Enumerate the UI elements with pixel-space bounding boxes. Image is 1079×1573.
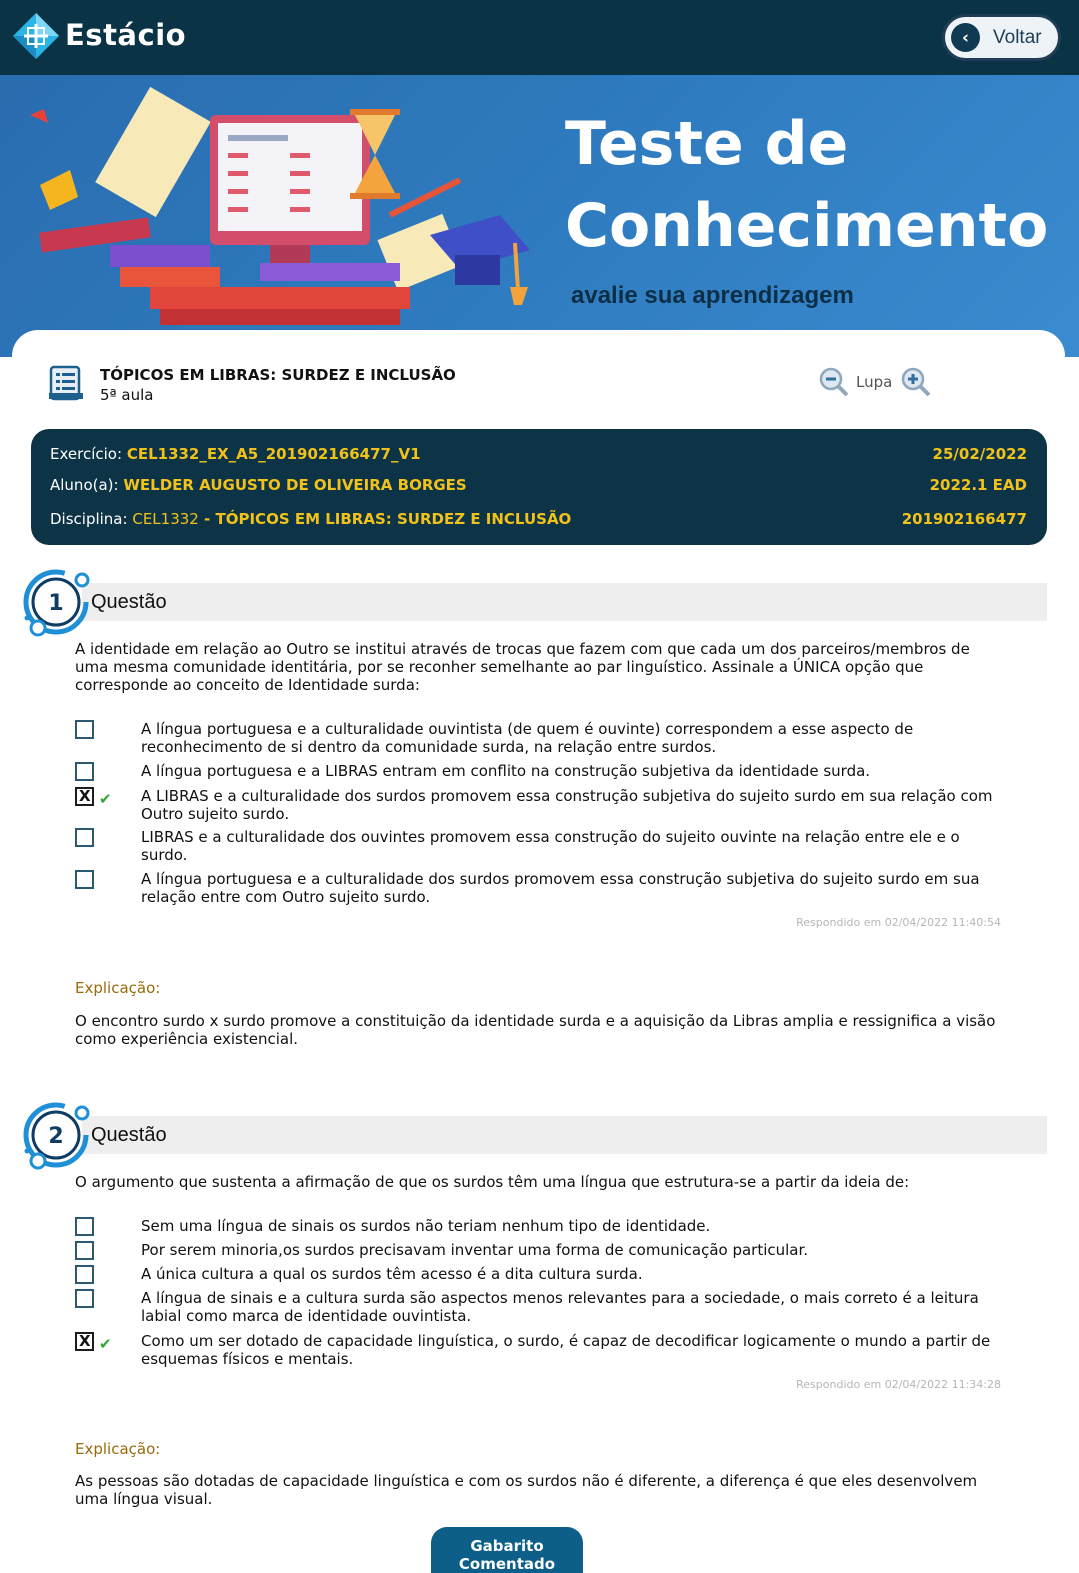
question-2-answered-time: Respondido em 02/04/2022 11:34:28 [796, 1378, 1001, 1391]
correct-check-icon: ✔ [99, 1335, 112, 1353]
student-label: Aluno(a): [50, 476, 119, 494]
zoom-in-icon[interactable] [900, 366, 932, 398]
question-1-answered-time: Respondido em 02/04/2022 11:40:54 [796, 916, 1001, 929]
question-1-explanation-label: Explicação: [75, 979, 161, 997]
checkbox-checked[interactable] [75, 1332, 94, 1351]
discipline-label: Disciplina: [50, 510, 128, 528]
estacio-logo-icon[interactable] [12, 12, 60, 60]
checkbox[interactable] [75, 762, 94, 781]
question-2-number: 2 [48, 1124, 64, 1149]
checkbox[interactable] [75, 828, 94, 847]
banner-subtitle: avalie sua aprendizagem [571, 282, 854, 309]
question-2-explanation-label: Explicação: [75, 1440, 161, 1458]
student-row [50, 476, 1027, 494]
top-bar [0, 0, 1079, 75]
banner-title-line1: Teste de [565, 109, 849, 179]
discipline-name: - TÓPICOS EM LIBRAS: SURDEZ E INCLUSÃO [198, 510, 572, 528]
back-button-label: Voltar [993, 26, 1042, 48]
checkbox[interactable] [75, 720, 94, 739]
exercise-info-panel [31, 429, 1047, 545]
exercise-date: 25/02/2022 [932, 445, 1027, 463]
academic-period: 2022.1 EAD [929, 476, 1027, 494]
course-class: 5ª aula [100, 386, 154, 404]
zoom-controls [818, 366, 932, 398]
question-2-header [82, 1116, 1047, 1154]
checkbox[interactable] [75, 870, 94, 889]
course-title: TÓPICOS EM LIBRAS: SURDEZ E INCLUSÃO [100, 366, 456, 384]
checkbox[interactable] [75, 1217, 94, 1236]
exercise-label: Exercício: [50, 445, 123, 463]
option-text: A língua portuguesa e a LIBRAS entram em conflito na construção subjetiva da identidade surda. [141, 762, 871, 780]
discipline-code: CEL1332 [132, 510, 199, 528]
question-1-text: A identidade em relação ao Outro se institui através de trocas que fazem com que cada um dos parceiros/membros de uma mesma comunidade identitária, por se reconher semelhante ao par linguístico. Assinale a ÚNICA opção que corresponde ao conceito de Identidade surda: [75, 640, 970, 694]
question-1-label: Questão [91, 591, 167, 613]
brand-name: Estácio [65, 18, 187, 52]
checkbox-checked[interactable] [75, 787, 94, 806]
question-2-label: Questão [91, 1124, 167, 1146]
option-text: Como um ser dotado de capacidade linguística, o surdo, é capaz de decodificar logicamente o mundo a partir de esquemas físicos e mentais. [141, 1332, 991, 1368]
chevron-left-icon: ‹ [951, 23, 980, 52]
checkbox[interactable] [75, 1265, 94, 1284]
banner-title-line2: Conhecimento [565, 191, 1049, 261]
question-2-text: O argumento que sustenta a afirmação de que os surdos têm uma língua que estrutura-se a partir da ideia de: [75, 1173, 910, 1191]
zoom-label: Lupa [856, 373, 893, 391]
option-text: A língua portuguesa e a culturalidade ouvintista (de quem é ouvinte) correspondem a esse aspecto de reconhecimento de si dentro da comunidade surda, na relação entre surdos. [141, 720, 914, 756]
option-text: A língua de sinais e a cultura surda são aspectos menos relevantes para a sociedade, o mais correto é a leitura labial como marca de identidade ouvintista. [141, 1289, 979, 1325]
option-text: A única cultura a qual os surdos têm acesso é a dita cultura surda. [141, 1265, 643, 1283]
student-name: WELDER AUGUSTO DE OLIVEIRA BORGES [123, 476, 467, 494]
quiz-illustration-icon [0, 75, 560, 357]
exercise-code: CEL1332_EX_A5_201902166477_V1 [126, 445, 421, 463]
option-text: LIBRAS e a culturalidade dos ouvintes promovem essa construção do sujeito ouvinte na relação entre ele e o surdo. [141, 828, 960, 864]
question-2-explanation: As pessoas são dotadas de capacidade linguística e com os surdos não é diferente, a diferença é que eles desenvolvem uma língua visual. [75, 1472, 978, 1508]
question-1-number: 1 [48, 591, 64, 616]
question-1-number-badge [20, 566, 92, 638]
checkbox[interactable] [75, 1241, 94, 1260]
banner-title [565, 103, 1048, 267]
exercise-row [50, 445, 1027, 463]
question-2-number-badge [20, 1099, 92, 1171]
back-button[interactable] [942, 14, 1061, 61]
answer-key-line2: Comentado [458, 1555, 556, 1573]
correct-check-icon: ✔ [99, 790, 112, 808]
question-1-header [82, 583, 1047, 621]
answer-key-line1: Gabarito [470, 1537, 544, 1555]
option-text: Por serem minoria,os surdos precisavam inventar uma forma de comunicação particular. [141, 1241, 809, 1259]
document-list-icon [49, 365, 83, 401]
zoom-out-icon[interactable] [818, 366, 850, 398]
answer-key-button[interactable] [431, 1527, 583, 1573]
option-text: Sem uma língua de sinais os surdos não teriam nenhum tipo de identidade. [141, 1217, 711, 1235]
option-text: A LIBRAS e a culturalidade dos surdos promovem essa construção subjetiva do sujeito surdo em sua relação com Outro sujeito surdo. [141, 787, 993, 823]
registration-number: 201902166477 [901, 510, 1027, 528]
question-1-explanation: O encontro surdo x surdo promove a constituição da identidade surda e a aquisição da Libras amplia e ressignifica a visão como experiência existencial. [75, 1012, 996, 1048]
option-text: A língua portuguesa e a culturalidade dos surdos promovem essa construção subjetiva do sujeito surdo em sua relação entre com Outro sujeito surdo. [141, 870, 980, 906]
hero-banner [0, 75, 1079, 357]
checkbox[interactable] [75, 1289, 94, 1308]
discipline-row [50, 510, 1027, 528]
